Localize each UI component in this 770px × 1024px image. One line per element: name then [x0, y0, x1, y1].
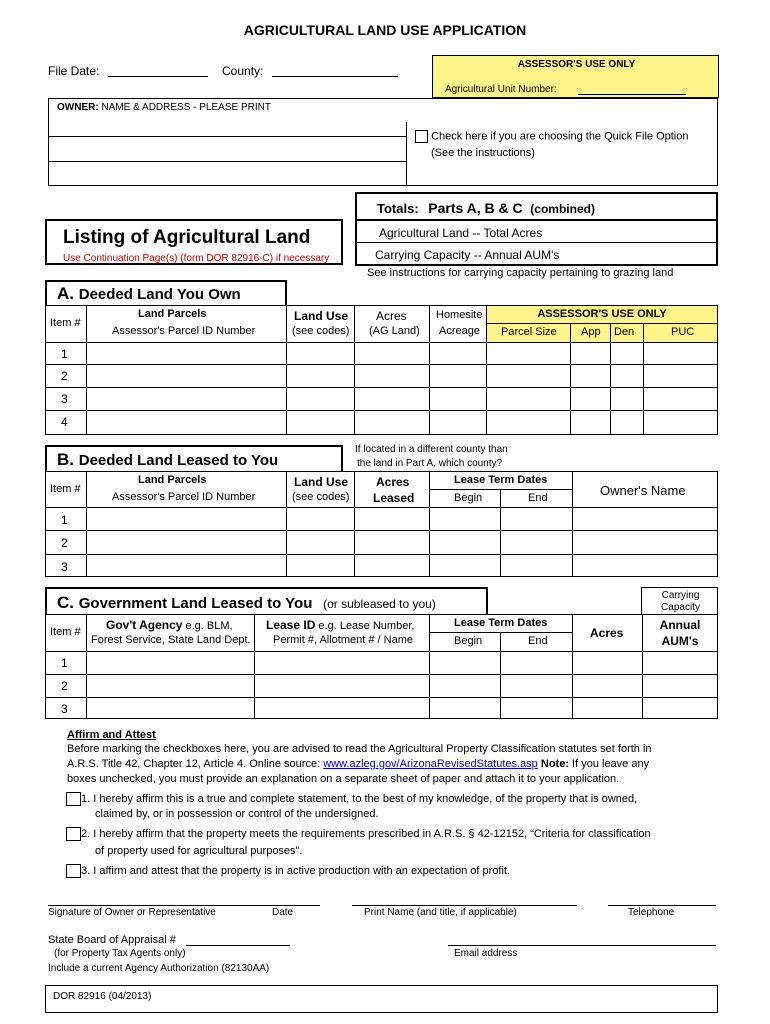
- part-b-title: B. Deeded Land Leased to You: [57, 450, 279, 469]
- part-b-lease-header: Lease Term Dates: [454, 474, 548, 486]
- ag-unit-field: [578, 94, 686, 95]
- part-a-assessor-header: [487, 306, 717, 342]
- totals-acres-label: Agricultural Land -- Total Acres: [379, 226, 543, 240]
- part-c-lease-id-sub: Permit #, Allotment # / Name: [273, 634, 413, 646]
- listing-box: [45, 219, 343, 265]
- part-b-row-3: 3: [61, 560, 68, 574]
- affirm-checkbox-2[interactable]: [66, 827, 81, 841]
- telephone-label: Telephone: [628, 907, 675, 918]
- part-c-agency-header: Gov't Agency e.g. BLM,: [106, 618, 233, 632]
- part-b-table: [45, 471, 718, 577]
- quick-file-checkbox[interactable]: [415, 130, 428, 143]
- part-a-assessor-title: ASSESSOR'S USE ONLY: [537, 308, 667, 320]
- carrying-capacity-header: [641, 587, 718, 614]
- affirm-item-1: 1. I hereby affirm this is a true and complete statement, to the best of my knowledge, of the property that is owned,: [66, 792, 637, 806]
- owner-label: OWNER: NAME & ADDRESS - PLEASE PRINT: [57, 102, 271, 113]
- affirm-checkbox-3[interactable]: [66, 864, 81, 878]
- part-c-table: [45, 614, 718, 719]
- part-a-table: [45, 305, 718, 435]
- part-a-acres-header: Acres: [376, 309, 407, 323]
- owner-line-1[interactable]: [48, 136, 406, 137]
- file-date-field[interactable]: [108, 76, 208, 77]
- part-a-parcels-header: Land Parcels: [138, 308, 207, 320]
- part-a-item-header: Item #: [50, 317, 81, 329]
- totals-title: Totals: Parts A, B & C (combined): [377, 200, 595, 216]
- part-a-heading: [45, 280, 287, 305]
- part-a-landuse-sub: (see codes): [292, 325, 350, 337]
- part-b-parcel-id-header: Assessor's Parcel ID Number: [112, 491, 256, 503]
- affirm-para-1: Before marking the checkboxes here, you are advised to read the Agricultural Property Classification statutes set forth in: [67, 743, 652, 755]
- form-number: DOR 82916 (04/2013): [53, 991, 152, 1002]
- affirm-item-2: 2. I hereby affirm that the property meets the requirements prescribed in A.R.S. § 42-12152, “Criteria for classification: [66, 827, 651, 841]
- county-field[interactable]: [272, 76, 398, 77]
- file-date-label: File Date:: [48, 64, 100, 78]
- ag-unit-label: Agricultural Unit Number:: [445, 84, 557, 95]
- quick-file-line1: Check here if you are choosing the Quick File Option: [431, 130, 689, 143]
- email-line[interactable]: [448, 945, 716, 946]
- totals-box: [355, 192, 718, 266]
- part-a-landuse-header: Land Use: [294, 309, 349, 323]
- part-b-acres-header: Acres: [376, 475, 410, 489]
- part-b-end-header: End: [528, 492, 548, 504]
- date-label: Date: [272, 907, 294, 918]
- part-c-aum-sub: AUM's: [661, 634, 699, 648]
- part-c-end-header: End: [528, 635, 548, 647]
- board-appraisal-note: (for Property Tax Agents only): [54, 948, 186, 959]
- part-c-lease-header: Lease Term Dates: [454, 617, 548, 629]
- statutes-link[interactable]: www.azleg.gov/ArizonaRevisedStatutes.asp: [323, 758, 538, 770]
- assessor-use-box: [432, 55, 719, 98]
- owner-divider: [406, 122, 407, 186]
- part-b-landuse-sub: (see codes): [292, 491, 350, 503]
- part-c-row-2: 2: [61, 679, 68, 693]
- affirm-checkbox-1[interactable]: [66, 792, 81, 806]
- part-a-row-4: 4: [61, 415, 68, 429]
- part-b-row-2: 2: [61, 536, 68, 550]
- totals-divider: [357, 242, 716, 243]
- puc-header: PUC: [671, 326, 695, 338]
- assessor-title: ASSESSOR'S USE ONLY: [517, 59, 636, 70]
- part-a-homesite-header: Homesite: [436, 309, 483, 321]
- affirm-item-1-cont: claimed by, or in possession or control of the undersigned.: [95, 808, 379, 820]
- print-name-label: Print Name (and title, if applicable): [364, 907, 517, 918]
- part-b-note-2: the land in Part A, which county?: [357, 458, 503, 469]
- listing-title: Listing of Agricultural Land: [63, 227, 311, 248]
- part-a-row-2: 2: [61, 369, 68, 383]
- affirm-item-3: 3. I affirm and attest that the property is in active production with an expectation of profit.: [66, 864, 510, 878]
- part-b-parcels-header: Land Parcels: [138, 474, 207, 486]
- affirm-para-3: boxes unchecked, you must provide an explanation on a separate sheet of paper and attach it to your application.: [67, 773, 620, 785]
- print-name-line[interactable]: [352, 905, 577, 906]
- part-c-begin-header: Begin: [454, 635, 483, 647]
- part-b-landuse-header: Land Use: [294, 475, 349, 489]
- quick-file-option: [415, 130, 688, 143]
- signature-line[interactable]: [48, 905, 320, 906]
- part-b-item-header: Item #: [50, 483, 81, 495]
- part-c-agency-sub: Forest Service, State Land Dept.: [91, 634, 251, 646]
- app-header: App: [581, 326, 601, 338]
- part-a-row-3: 3: [61, 392, 68, 406]
- board-appraisal-label: State Board of Appraisal #: [48, 934, 176, 946]
- part-a-homesite-sub: Acreage: [439, 325, 480, 337]
- part-a-acres-sub: (AG Land): [369, 325, 420, 337]
- affirm-item-2-cont: of property used for agricultural purposes”.: [95, 845, 303, 857]
- signature-label: Signature of Owner or Representative: [48, 907, 216, 918]
- part-b-heading: [45, 445, 343, 471]
- parcel-size-header: Parcel Size: [501, 326, 557, 338]
- email-label: Email address: [454, 948, 518, 959]
- totals-aum-label: Carrying Capacity -- Annual AUM's: [375, 248, 560, 262]
- page-title: AGRICULTURAL LAND USE APPLICATION: [243, 22, 527, 38]
- county-label: County:: [222, 64, 264, 78]
- part-a-parcel-id-header: Assessor's Parcel ID Number: [112, 325, 256, 337]
- part-b-note-1: If located in a different county than: [355, 444, 508, 455]
- part-c-aum-header: Annual: [659, 618, 701, 632]
- board-appraisal-field[interactable]: [186, 945, 290, 946]
- capacity-label: Capacity: [661, 602, 700, 613]
- affirm-title: Affirm and Attest: [67, 729, 156, 741]
- telephone-line[interactable]: [608, 905, 716, 906]
- part-c-item-header: Item #: [50, 626, 81, 638]
- part-a-row-1: 1: [61, 347, 68, 361]
- owner-line-2[interactable]: [48, 161, 406, 162]
- totals-header: [357, 194, 716, 221]
- part-b-begin-header: Begin: [454, 492, 483, 504]
- part-b-acres-sub: Leased: [373, 491, 415, 505]
- quick-file-line2: (See the instructions): [431, 147, 535, 159]
- footer-box: [45, 985, 718, 1013]
- part-b-row-1: 1: [61, 513, 68, 527]
- carrying-label: Carrying: [661, 590, 700, 601]
- part-c-heading: [45, 587, 488, 614]
- part-a-title: A. Deeded Land You Own: [57, 284, 241, 303]
- part-c-lease-id-header: Lease ID e.g. Lease Number,: [266, 618, 415, 632]
- part-c-row-3: 3: [61, 702, 68, 716]
- agency-authorization-note: Include a current Agency Authorization (82130AA): [48, 963, 270, 974]
- part-c-acres-header: Acres: [590, 626, 624, 640]
- part-b-owner-header: Owner's Name: [600, 483, 686, 498]
- part-c-row-1: 1: [61, 656, 68, 670]
- affirm-para-2: A.R.S. Title 42, Chapter 12, Article 4. Online source: www.azleg.gov/ArizonaRevisedStatutes.asp Note: If you leave any: [67, 758, 650, 770]
- totals-note: See instructions for carrying capacity pertaining to grazing land: [367, 267, 674, 279]
- part-c-title: C. Government Land Leased to You (or subleased to you): [57, 593, 436, 612]
- den-header: Den: [614, 326, 635, 338]
- listing-subtitle: Use Continuation Page(s) (form DOR 82916-C) if necessary: [63, 253, 330, 264]
